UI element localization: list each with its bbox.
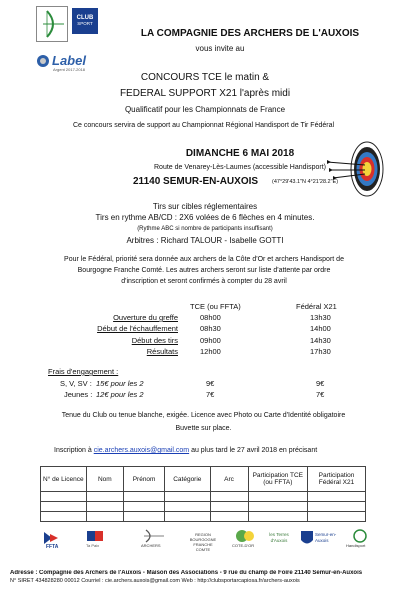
schedule-row-tce: 08h30 <box>200 324 221 333</box>
event-date: DIMANCHE 6 MAI 2018 <box>185 148 295 159</box>
dress-code-text: Tenue du Club ou tenue blanche, exigée. Licence avec Photo ou Carte d'Identité obligatoire <box>61 412 346 419</box>
registration-table <box>40 466 366 522</box>
fee-fed: 9€ <box>316 379 325 388</box>
table-header-cell: Nom <box>86 467 123 492</box>
table-cell[interactable] <box>248 502 307 512</box>
table-cell[interactable] <box>41 512 87 522</box>
sponsor-terres-logo <box>266 528 292 550</box>
schedule-row-label: Début de l'échauffement <box>97 324 178 333</box>
invite-text: vous invite au <box>195 44 245 53</box>
email-link[interactable]: cie.archers.auxois@gmail.com <box>93 447 190 454</box>
sponsor-archers-logo <box>140 528 170 550</box>
schedule-row-tce: 09h00 <box>200 336 221 345</box>
table-cell[interactable] <box>210 512 248 522</box>
inscription-line <box>54 446 384 455</box>
table-cell[interactable] <box>165 492 210 502</box>
schedule-row-fed: 13h30 <box>310 313 331 322</box>
table-cell[interactable] <box>41 502 87 512</box>
schedule-row-fed: 14h30 <box>310 336 331 345</box>
tapaix-icon <box>84 528 114 544</box>
sponsor-label: COTE-D'OR <box>232 543 255 548</box>
table-cell[interactable] <box>210 492 248 502</box>
support-text: Ce concours servira de support au Championnat Régional Handisport de Tir Fédéral <box>72 122 335 129</box>
org-title: LA COMPAGNIE DES ARCHERS DE L'AUXOIS <box>140 28 360 39</box>
sponsor-label: ARCHERS <box>141 543 161 548</box>
schedule-row-label: Ouverture du greffe <box>113 313 178 322</box>
table-cell[interactable] <box>124 492 165 502</box>
fee-tce: 7€ <box>206 390 215 399</box>
schedule-row-label: Début des tirs <box>131 336 178 345</box>
table-cell[interactable] <box>124 502 165 512</box>
fee-label: Jeunes : <box>64 390 93 399</box>
schedule-row-tce: 12h00 <box>200 347 221 356</box>
sponsor-semur-logo <box>300 528 340 550</box>
footer-contact: N° SIRET 434828280 00012 Courriel : cie.archers.auxois@gmail.com Web : http://clubsportarcapiosa.fr/archers-auxois <box>10 578 300 584</box>
priority-line-3: d'inscription et seront confirmés à compter du 28 avril <box>121 278 287 285</box>
table-header-cell: N° de Licence <box>41 467 87 492</box>
event-address: Route de Venarey-Lès-Laumes (accessible Handisport) <box>154 164 326 171</box>
schedule-row-tce: 08h00 <box>200 313 221 322</box>
arbitres-names: Richard TALOUR - Isabelle GOTTI <box>160 236 284 245</box>
sponsor-handisport-logo <box>346 528 374 550</box>
club-logo-sub: SPORT <box>77 21 93 26</box>
table-cell[interactable] <box>41 492 87 502</box>
table-cell[interactable] <box>248 492 307 502</box>
semur-crest-icon <box>300 530 314 548</box>
sponsor-region-logo <box>186 528 220 550</box>
fee-note: 12€ pour les 2 <box>96 390 144 399</box>
fee-note: 15€ pour les 2 <box>96 379 144 388</box>
schedule-col-fed: Fédéral X21 <box>296 302 337 311</box>
rules-line-2: Tirs en rythme AB/CD : 2X6 volées de 6 flèches en 4 minutes. <box>95 213 315 222</box>
arbitres-line <box>80 236 330 246</box>
event-line-2: FEDERAL SUPPORT X21 l'après midi <box>119 88 291 99</box>
schedule-col-tce: TCE (ou FFTA) <box>190 302 241 311</box>
sponsor-label: les Terres d'Auxois <box>269 532 289 543</box>
rules-line-3: (Rythme ABC si nombre de participants insuffisant) <box>137 226 273 232</box>
sponsor-label: FFTA <box>46 544 59 550</box>
table-header-cell: Prénom <box>124 467 165 492</box>
sponsor-label: Ta Paix <box>86 543 100 548</box>
event-gps: (47°29'43.1"N 4°21'28.2"E) <box>272 179 339 185</box>
table-header-row <box>41 467 366 492</box>
footer-address: Adresse : Compagnie des Archers de l'Auxois - Maison des Associations - 9 rue du champ de Foire 21140 Semur-en-Auxois <box>10 570 363 576</box>
sponsor-label: Semur-en-Auxois <box>315 532 337 543</box>
table-cell[interactable] <box>248 512 307 522</box>
sponsor-tapaix-logo <box>84 528 114 550</box>
table-header-cell: Catégorie <box>165 467 210 492</box>
cotedor-icon <box>232 528 260 544</box>
club-logo-text: CLUB <box>76 15 94 21</box>
club-sport-logo <box>72 8 98 34</box>
table-header-cell: Participation Fédéral X21 <box>308 467 366 492</box>
sponsor-label: REGION BOURGOGNE FRANCHE COMTE <box>189 532 217 552</box>
rules-line-1: Tirs sur cibles réglementaires <box>152 202 258 211</box>
priority-line-2: Bourgogne Franche Comté. Les autres archers seront sur liste d'attente par ordre <box>77 267 331 274</box>
table-cell[interactable] <box>165 512 210 522</box>
buvette-text: Buvette sur place. <box>175 425 232 432</box>
table-cell[interactable] <box>86 512 123 522</box>
label-emblem-icon <box>36 54 50 68</box>
club-logo <box>36 6 68 42</box>
fee-tce: 9€ <box>206 379 215 388</box>
priority-line-1: Pour le Fédéral, priorité sera donnée aux archers de la Côte d'Or et archers Handisport de <box>64 256 344 263</box>
arbitres-label: Arbitres : <box>126 236 159 245</box>
table-cell[interactable] <box>86 492 123 502</box>
archery-target-icon <box>325 140 385 198</box>
event-line-1: CONCOURS TCE le matin & <box>140 72 270 83</box>
table-cell[interactable] <box>308 502 366 512</box>
label-logo-text: Label <box>52 53 86 68</box>
fees-title: Frais d'engagement : <box>48 367 119 376</box>
table-row[interactable] <box>41 502 366 512</box>
inscription-suffix: au plus tard le 27 avril 2018 en précisant <box>191 447 318 454</box>
table-header-cell: Participation TCE (ou FFTA) <box>248 467 307 492</box>
fee-label: S, V, SV : <box>60 379 92 388</box>
table-cell[interactable] <box>308 512 366 522</box>
table-cell[interactable] <box>124 512 165 522</box>
inscription-prefix: Inscription à <box>54 447 92 454</box>
archers-icon <box>140 528 170 544</box>
sponsor-label: Handisport <box>346 543 366 548</box>
table-header-cell: Arc <box>210 467 248 492</box>
table-row[interactable] <box>41 512 366 522</box>
qualif-text: Qualificatif pour les Championnats de France <box>124 105 286 114</box>
archer-icon <box>37 7 67 41</box>
sponsor-cotedor-logo <box>232 528 260 550</box>
label-logo-sub: Argent 2017-2018 <box>53 67 86 72</box>
handisport-icon <box>346 528 374 544</box>
table-cell[interactable] <box>308 492 366 502</box>
table-cell[interactable] <box>210 502 248 512</box>
schedule-row-fed: 14h00 <box>310 324 331 333</box>
table-cell[interactable] <box>86 502 123 512</box>
schedule-row-fed: 17h30 <box>310 347 331 356</box>
event-city: 21140 SEMUR-EN-AUXOIS <box>133 176 259 187</box>
table-cell[interactable] <box>165 502 210 512</box>
sponsor-ffta-logo <box>40 528 68 550</box>
table-row[interactable] <box>41 492 366 502</box>
schedule-row-label: Résultats <box>146 347 178 356</box>
fee-fed: 7€ <box>316 390 325 399</box>
